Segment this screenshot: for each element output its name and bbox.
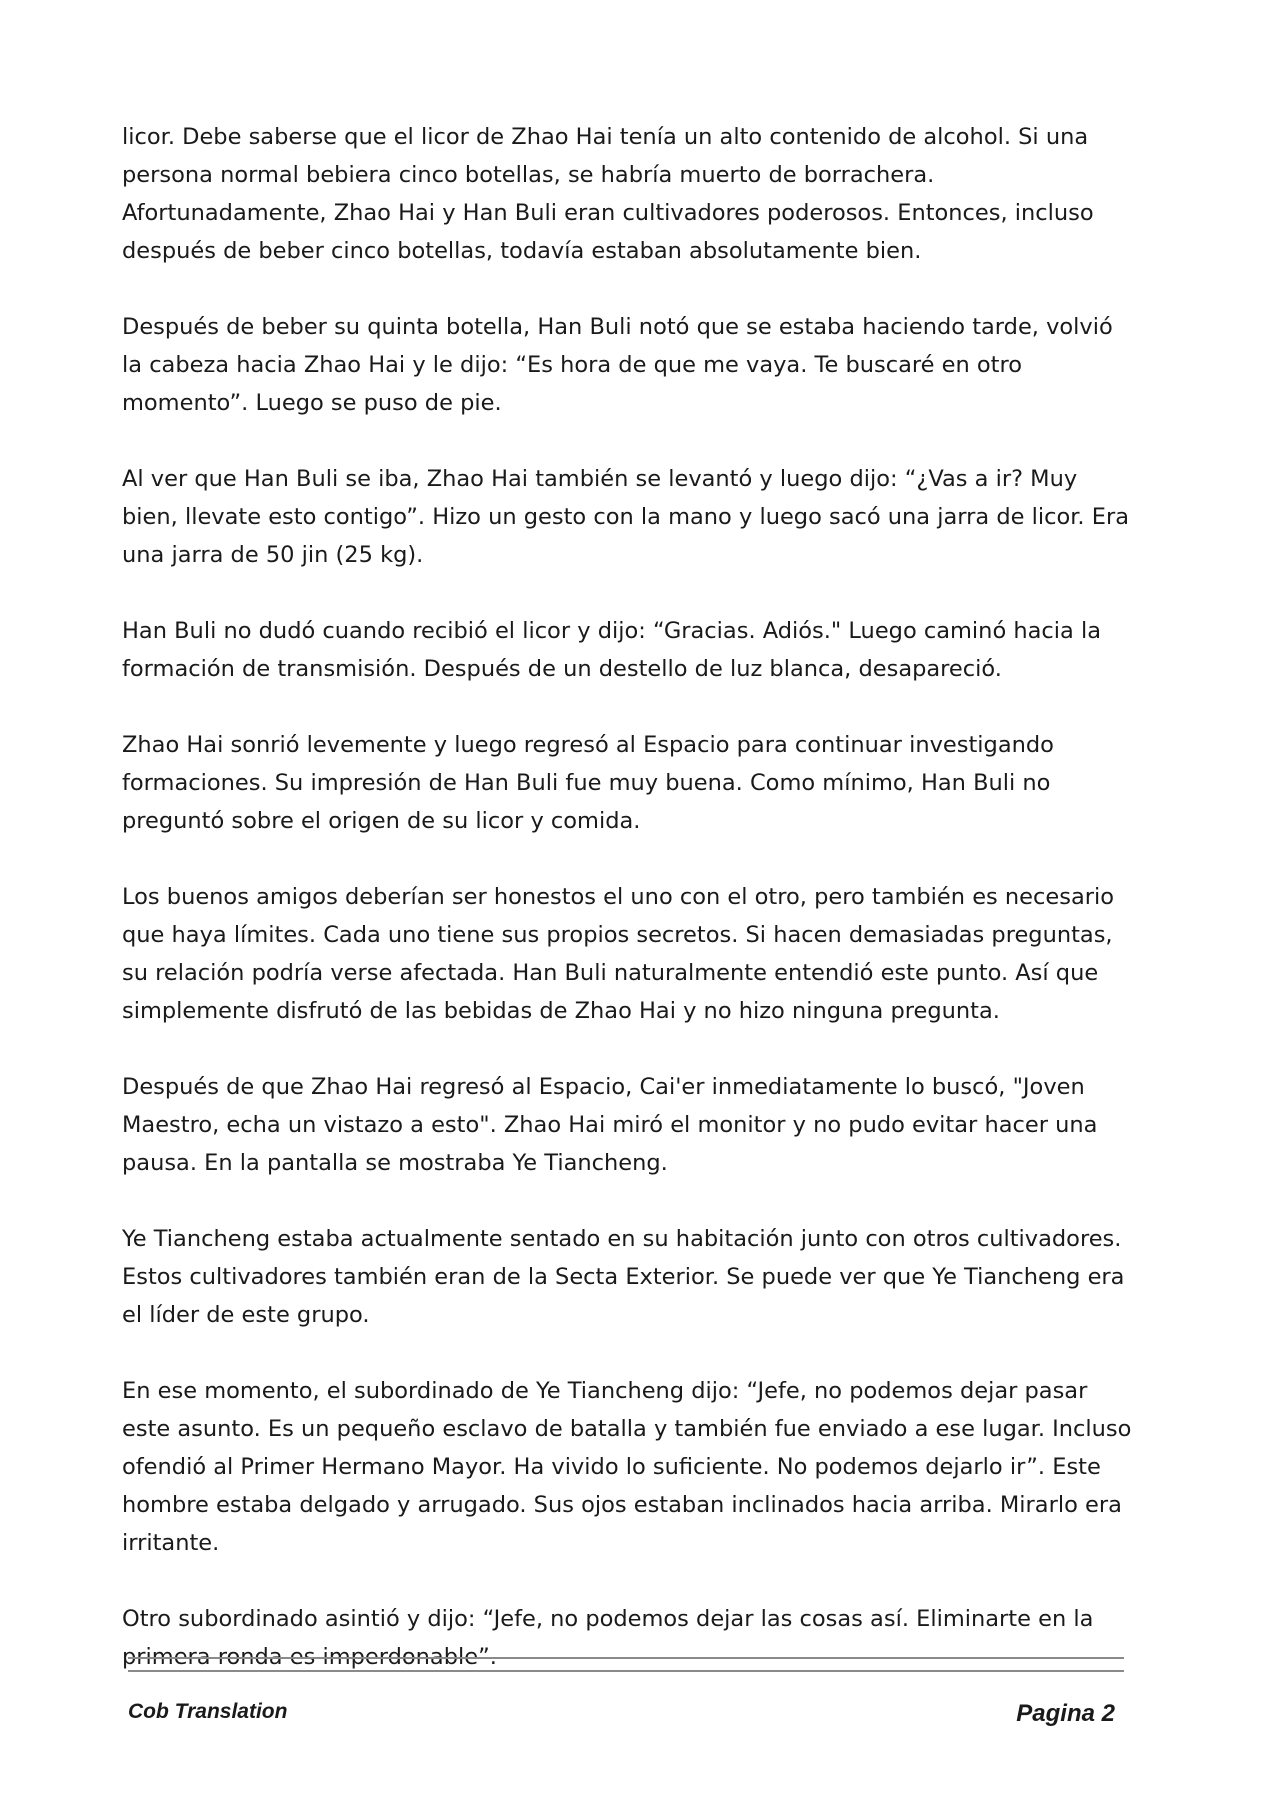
footer-divider-top — [128, 1657, 1124, 1659]
paragraph: Los buenos amigos deberían ser honestos el uno con el otro, pero también es necesario que haya límites. Cada uno tiene sus propios secretos. Si hacen demasiadas preguntas, su relación podría verse afectada. Han Buli naturalmente entendió este punto. Así que simplemente disfrutó de las bebidas de Zhao Hai y no hizo ninguna pregunta. — [122, 884, 1114, 1024]
paragraph: licor. Debe saberse que el licor de Zhao Hai tenía un alto contenido de alcohol. Si una persona normal bebiera cinco botellas, se habría muerto de borrachera. Afortunadamente, Zhao Hai y Han Buli eran cultivadores poderosos. Entonces, incluso después de beber cinco botellas, todavía estaban absolutamente bien. — [122, 124, 1094, 264]
paragraph: En ese momento, el subordinado de Ye Tiancheng dijo: “Jefe, no podemos dejar pasar este asunto. Es un pequeño esclavo de batalla y también fue enviado a ese lugar. Incluso ofendió al Primer Hermano Mayor. Ha vivido lo suficiente. No podemos dejarlo ir”. Este hombre estaba delgado y arrugado. Sus ojos estaban inclinados hacia arriba. Mirarlo era irritante. — [122, 1378, 1132, 1556]
footer-page-number: Pagina 2 — [1016, 1700, 1115, 1727]
paragraph: Otro subordinado asintió y dijo: “Jefe, no podemos dejar las cosas así. Eliminarte en la primera ronda es imperdonable”. — [122, 1606, 1094, 1670]
paragraph: Después de que Zhao Hai regresó al Espacio, Cai'er inmediatamente lo buscó, "Joven Maestro, echa un vistazo a esto". Zhao Hai miró el monitor y no pudo evitar hacer una pausa. En la pantalla se mostraba Ye Tiancheng. — [122, 1074, 1098, 1176]
footer-translator-credit: Cob Translation — [128, 1700, 288, 1723]
paragraph: Han Buli no dudó cuando recibió el licor y dijo: “Gracias. Adiós." Luego caminó hacia la formación de transmisión. Después de un destello de luz blanca, desapareció. — [122, 618, 1102, 682]
paragraph: Ye Tiancheng estaba actualmente sentado en su habitación junto con otros cultivadores. Estos cultivadores también eran de la Secta Exterior. Se puede ver que Ye Tiancheng era el líder de este grupo. — [122, 1226, 1125, 1328]
paragraph: Después de beber su quinta botella, Han Buli notó que se estaba haciendo tarde, volvió la cabeza hacia Zhao Hai y le dijo: “Es hora de que me vaya. Te buscaré en otro momento”. Luego se puso de pie. — [122, 314, 1113, 416]
paragraph: Zhao Hai sonrió levemente y luego regresó al Espacio para continuar investigando formaciones. Su impresión de Han Buli fue muy buena. Como mínimo, Han Buli no preguntó sobre el origen de su licor y comida. — [122, 732, 1054, 834]
document-body — [122, 118, 1132, 1714]
footer-divider-bottom — [128, 1670, 1124, 1672]
paragraph: Al ver que Han Buli se iba, Zhao Hai también se levantó y luego dijo: “¿Vas a ir? Muy bien, llevate esto contigo”. Hizo un gesto con la mano y luego sacó una jarra de licor. Era una jarra de 50 jin (25 kg). — [122, 466, 1129, 568]
